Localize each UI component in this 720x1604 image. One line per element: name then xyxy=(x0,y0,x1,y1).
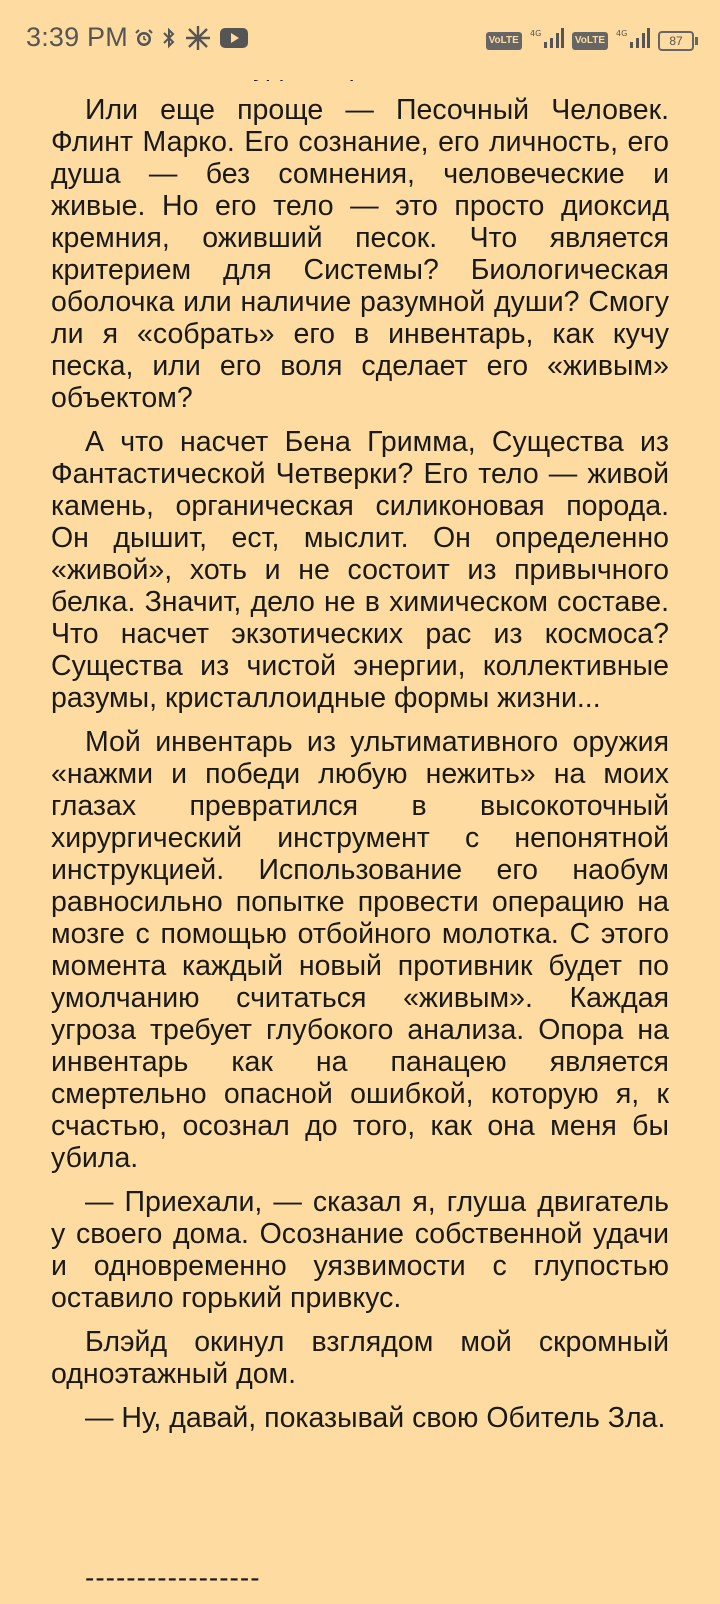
signal-4g-icon xyxy=(530,28,564,53)
paragraph: Или еще проще — Песочный Человек. Флинт Марко. Его сознание, его личность, его душа — без сомнения, человеческие и живые. Но его тело — это просто диоксид кремния, оживший песок. Что является критерием для Системы? Биологическая оболочка или наличие разумной души? Смогу ли я «собрать» его в инвентарь, как кучу песка, или его воля сделает его «живым» объектом? xyxy=(51,94,669,414)
paragraph: — Приехали, — сказал я, глуша двигатель у своего дома. Осознание собственной удачи и одновременно уязвимости с глупостью оставило горький привкус. xyxy=(51,1186,669,1314)
notification-icons xyxy=(134,26,248,55)
status-time: 3:39 PM xyxy=(26,22,128,52)
youtube-icon xyxy=(220,28,248,53)
reader-text[interactable] xyxy=(51,50,669,1604)
paragraph: Блэйд окинул взглядом мой скромный одноэтажный дом. xyxy=(51,1326,669,1390)
section-separator: ----------------- xyxy=(85,1562,261,1593)
system-icons xyxy=(486,28,694,53)
volte-badge: VoLTE xyxy=(486,32,522,50)
status-bar xyxy=(0,0,720,80)
svg-text:4G: 4G xyxy=(529,29,542,38)
volte-badge-2: VoLTE xyxy=(572,32,608,50)
paragraph: — Ну, давай, показывай свою Обитель Зла. xyxy=(85,1402,666,1434)
svg-text:4G: 4G xyxy=(616,29,628,38)
alarm-icon xyxy=(134,28,154,53)
bluetooth-icon xyxy=(162,27,176,54)
signal-4g-icon-2 xyxy=(616,28,650,53)
paragraph: Мой инвентарь из ультимативного оружия «нажми и победи любую нежить» на моих глазах превратился в высокоточный хирургический инструмент с непонятной инструкцией. Использование его наобум равносильно попытке провести операцию на мозге с помощью отбойного молотка. С этого момента каждый новый противник будет по умолчанию считаться «живым». Каждая угроза требует глубокого анализа. Опора на инвентарь как на панацею является смертельно опасной ошибкой, которую я, к счастью, осознал до того, как она меня бы убила. xyxy=(51,726,669,1174)
paragraph: А что насчет Бена Гримма, Существа из Фантастической Четверки? Его тело — живой камень, органическая силиконовая порода. Он дышит, ест, мыслит. Он определенно «живой», хоть и не состоит из привычного белка. Значит, дело не в химическом составе. Что насчет экзотических рас из космоса? Существа из чистой энергии, коллективные разумы, кристаллоидные формы жизни... xyxy=(51,426,669,714)
sparkle-icon xyxy=(184,26,212,55)
battery-icon: 87 xyxy=(658,31,694,51)
